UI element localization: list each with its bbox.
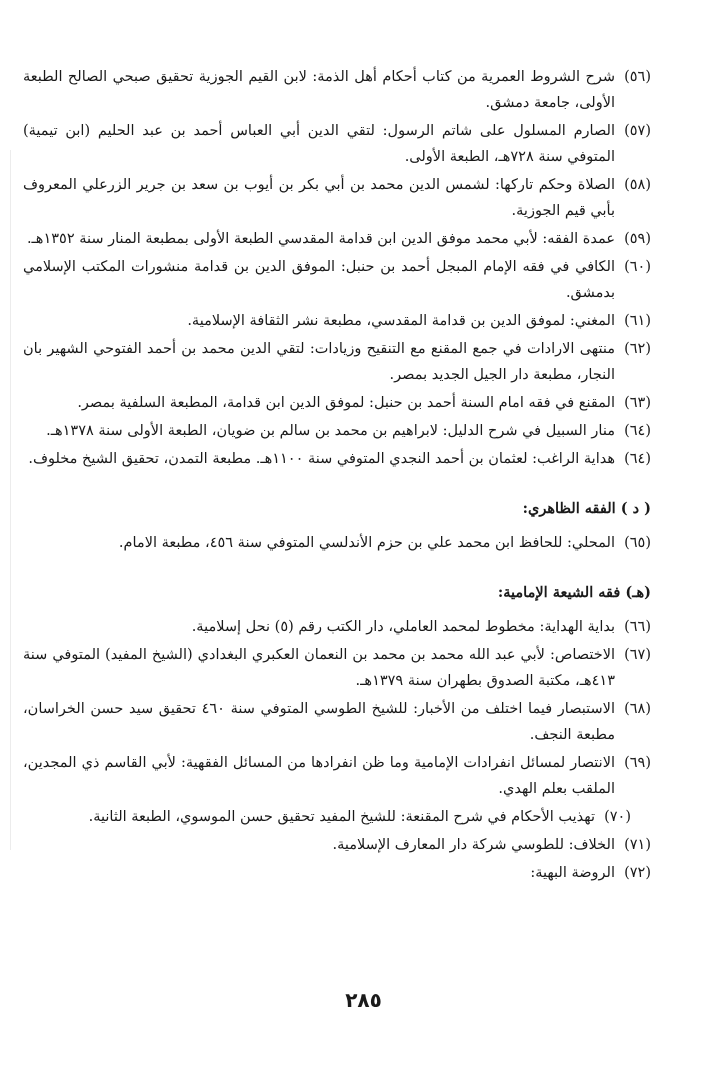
list-item <box>23 336 651 388</box>
entry-text: الاستبصار فيما اختلف من الأخبار: للشيخ الطوسي المتوفي سنة ٤٦٠ تحقيق سيد حسن الخراسان، مطبعة النجف. <box>23 701 615 743</box>
entry-text: الصارم المسلول على شاتم الرسول: لتقي الدين أبي العباس أحمد بن عبد الحليم (ابن تيمية) المتوفي سنة ٧٢٨هـ، الطبعة الأولى. <box>23 123 615 165</box>
entry-number: (٦٤) <box>624 451 651 467</box>
entry-number: (٥٨) <box>624 177 651 193</box>
list-item <box>23 418 651 444</box>
list-item <box>23 64 651 116</box>
entry-number: (٦٦) <box>624 619 651 635</box>
entry-number: (٥٧) <box>624 123 651 139</box>
list-item <box>23 254 651 306</box>
entry-number: (٦٩) <box>624 755 651 771</box>
entry-number: (٦٢) <box>624 341 651 357</box>
entry-number: (٦٠) <box>624 259 651 275</box>
entry-text: المغني: لموفق الدين بن قدامة المقدسي، مطبعة نشر الثقافة الإسلامية. <box>187 313 615 329</box>
scan-edge-line <box>10 150 11 850</box>
list-item <box>23 446 651 472</box>
entry-number: (٦٧) <box>624 647 651 663</box>
entry-text: عمدة الفقه: لأبي محمد موفق الدين ابن قدامة المقدسي الطبعة الأولى بمطبعة المنار سنة ١٣٥٢هـ. <box>26 231 615 247</box>
entry-text: الاختصاص: لأبي عبد الله محمد بن محمد بن النعمان العكبري البغدادي (الشيخ المفيد) المتوفي سنة ٤١٣هـ، مكتبة الصدوق بطهران سنة ١٣٧٩هـ. <box>23 647 615 689</box>
list-item <box>23 118 651 170</box>
list-item <box>23 390 651 416</box>
entry-number: (٥٦) <box>624 69 651 85</box>
entry-number: (٧٠) <box>604 809 631 825</box>
list-item <box>23 530 651 556</box>
entry-text: الانتصار لمسائل انفرادات الإمامية وما ظن انفرادها من المسائل الفقهية: لأبي القاسم ذي المجدين، الملقب بعلم الهدي. <box>23 755 615 797</box>
list-item <box>23 860 651 886</box>
entry-text: بداية الهداية: مخطوط لمحمد العاملي، دار الكتب رقم (٥) نحل إسلامية. <box>191 619 615 635</box>
page-number: ٢٨٥ <box>345 988 382 1012</box>
list-item <box>23 804 651 830</box>
list-item <box>23 642 651 694</box>
bibliography-list <box>23 64 651 888</box>
entry-number: (٧٢) <box>624 865 651 881</box>
section-heading-zahiri: ( د ) الفقه الظاهري: <box>522 500 651 517</box>
entry-number: (٦٥) <box>624 535 651 551</box>
entry-number: (٥٩) <box>624 231 651 247</box>
list-item <box>23 614 651 640</box>
entry-number: (٦٨) <box>624 701 651 717</box>
list-item <box>23 226 651 252</box>
entry-text: الكافي في فقه الإمام المبجل أحمد بن حنبل: الموفق الدين بن قدامة منشورات المكتب الإسلامي بدمشق. <box>23 259 615 301</box>
entry-number: (٦٤) <box>624 423 651 439</box>
list-item <box>23 172 651 224</box>
entry-text: المقنع في فقه امام السنة أحمد بن حنبل: لموفق الدين ابن قدامة، المطبعة السلفية بمصر. <box>77 395 615 411</box>
entry-number: (٦٣) <box>624 395 651 411</box>
list-item <box>23 832 651 858</box>
entry-number: (٧١) <box>624 837 651 853</box>
list-item <box>23 308 651 334</box>
list-item <box>23 750 651 802</box>
entry-text: منتهى الارادات في جمع المقنع مع التنقيح وزيادات: لتقي الدين محمد بن أحمد الفتوحي الشهير بان النجار، مطبعة دار الجيل الجديد بمصر. <box>23 341 615 383</box>
entry-text: تهذيب الأحكام في شرح المقنعة: للشيخ المفيد تحقيق حسن الموسوي، الطبعة الثانية. <box>88 809 595 825</box>
entry-text: الصلاة وحكم تاركها: لشمس الدين محمد بن أبي بكر بن أيوب بن سعد بن جرير الزرعلي المعروف بأبي قيم الجوزية. <box>23 177 615 219</box>
section-heading-shia: (هـ) فقه الشيعة الإمامية: <box>497 584 651 601</box>
list-item <box>23 696 651 748</box>
entry-text: المحلي: للحافظ ابن محمد علي بن حزم الأندلسي المتوفي سنة ٤٥٦، مطبعة الامام. <box>118 535 615 551</box>
entry-text: شرح الشروط العمرية من كتاب أحكام أهل الذمة: لابن القيم الجوزية تحقيق صبحي الصالح الطبعة الأولى، جامعة دمشق. <box>23 69 615 111</box>
entry-text: هداية الراغب: لعثمان بن أحمد النجدي المتوفي سنة ١١٠٠هـ. مطبعة التمدن، تحقيق الشيخ مخلوف. <box>28 451 615 467</box>
entry-text: الروضة البهية: <box>530 865 615 881</box>
entry-number: (٦١) <box>624 313 651 329</box>
entry-text: الخلاف: للطوسي شركة دار المعارف الإسلامية. <box>332 837 615 853</box>
entry-text: منار السبيل في شرح الدليل: لابراهيم بن محمد بن سالم بن ضويان، الطبعة الأولى سنة ١٣٧٨هـ. <box>46 423 615 439</box>
